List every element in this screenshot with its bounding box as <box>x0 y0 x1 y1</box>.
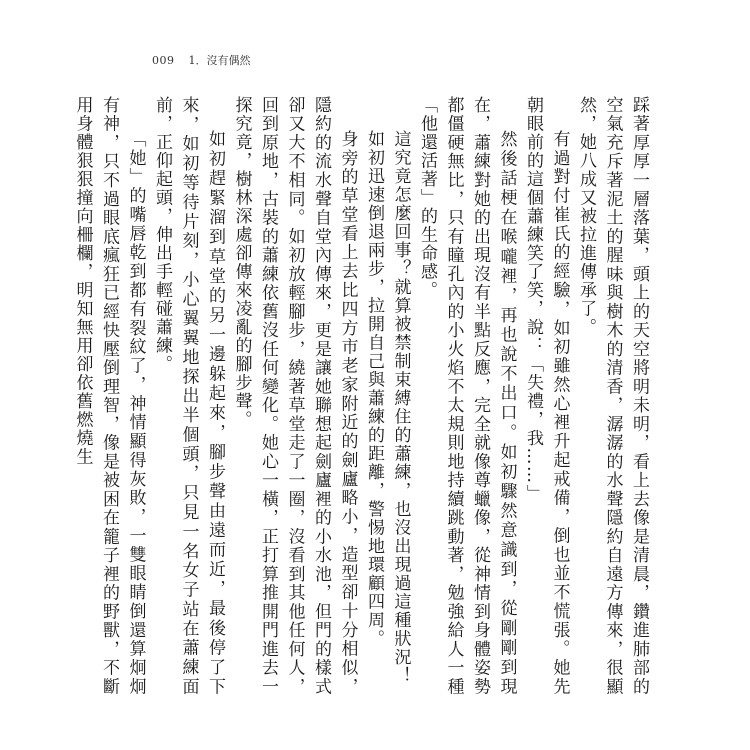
paragraph-6: 身旁的草堂看上去比四方市老家附近的劍廬略小，造型卻十分相似，隱約的流水聲自堂內傳來，更是讓她聯想起劍廬裡的小水池，但門的樣式卻又大不相同。如初放輕腳步，繞著草堂走了一圈，沒看到其他任何人，回到原地，古裝的蕭練依舊沒任何變化。她心一橫，正打算推開門進去一探究竟，樹林深處卻傳來凌亂的腳步聲。 <box>231 96 358 696</box>
body-text <box>72 96 652 696</box>
paragraph-8: 「她」的嘴唇乾到都有裂紋了，神情顯得灰敗，一雙眼睛倒還算炯炯有神，只不過眼底瘋狂已經快壓倒理智，像是被困在籠子裡的野獸，不斷用身體狠狠撞向柵欄，明知無用卻依舊燃燒生 <box>72 96 146 696</box>
page-number: 009 <box>152 54 175 67</box>
chapter-title: 1．沒有偶然 <box>188 54 251 67</box>
paragraph-7: 如初趕緊溜到草堂的另一邊躲起來，腳步聲由遠而近，最後停了下來，如初等待片刻，小心翼翼地探出半個頭，只見一名女子站在蕭練面前，正仰起頭，伸出手輕碰蕭練。 <box>152 96 225 696</box>
paragraph-2: 有過對付崔氏的經驗，如初雖然心裡升起戒備，倒也並不慌張。她先朝眼前的這個蕭練笑了笑，說：「失禮，我……」 <box>523 96 570 696</box>
running-header <box>152 52 251 68</box>
paragraph-3: 然後話梗在喉嚨裡，再也說不出口。如初驟然意識到，從剛剛到現在，蕭練對她的出現沒有半點反應，完全就像尊蠟像，從神情到身體姿勢都僵硬無比，只有瞳孔內的小火焰不太規則地持續跳動著，勉強給人一種「他還活著」的生命感。 <box>417 96 517 696</box>
paragraph-5: 如初迅速倒退兩步，拉開自己與蕭練的距離，警惕地環顧四周。 <box>364 130 384 648</box>
paragraph-4: 這究竟怎麼回事？就算被禁制束縛住的蕭練，也沒出現過這種狀況！ <box>390 130 411 685</box>
paragraph-1: 踩著厚厚一層落葉，頭上的天空將明未明，看上去像是清晨，鑽進肺部的空氣充斥著泥土的腥味與樹木的清香，潺潺的水聲隱約自遠方傳來，很顯然，她八成又被拉進傳承了。 <box>576 96 649 696</box>
